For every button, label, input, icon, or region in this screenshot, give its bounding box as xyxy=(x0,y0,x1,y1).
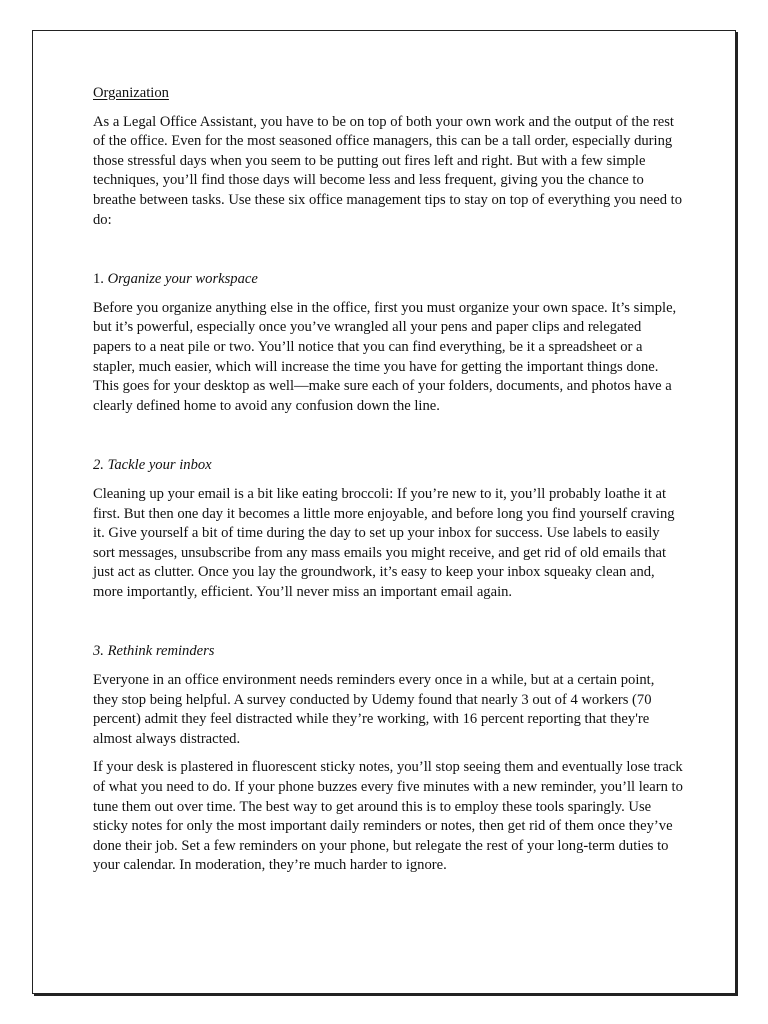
section-spacer xyxy=(93,239,683,270)
section-organize-workspace xyxy=(93,270,683,416)
section-tackle-inbox xyxy=(93,456,683,602)
section-number: 3. xyxy=(93,643,104,660)
document-title: Organization xyxy=(93,85,169,101)
section-number: 2. xyxy=(93,457,104,474)
section-title: Organize your workspace xyxy=(107,271,258,288)
intro-paragraph: As a Legal Office Assistant, you have to be on top of both your own work and the output of the rest of the office. Even for the most seasoned office managers, this can be a tall order, especially during those stressful days when you seem to be putting out fires left and right. But with a few simple techniques, you’ll find those days will become less and less frequent, giving you the chance to breathe between tasks. Use these six office management tips to stay on top of everything you need to do: xyxy=(93,113,682,228)
section-paragraph: If your desk is plastered in fluorescent sticky notes, you’ll stop seeing them and eventually lose track of what you need to do. If your phone buzzes every five minutes with a new reminder, you’ll learn to tune them out over time. The best way to get around this is to employ these tools sparingly. Use sticky notes for only the most important daily reminders or notes, then get rid of them once they’ve done their job. Set a few reminders on your phone, but relegate the rest of your long-term duties to your calendar. In moderation, they’re much harder to ignore. xyxy=(93,759,683,874)
section-paragraph: Cleaning up your email is a bit like eating broccoli: If you’re new to it, you’ll probably loathe it at first. But then one day it becomes a little more enjoyable, and before long you find yourself craving it. Give yourself a bit of time during the day to set up your inbox for success. Use labels to easily sort messages, unsubscribe from any mass emails you might receive, and get rid of old emails that just act as clutter. Once you lay the groundwork, it’s easy to keep your inbox squeaky clean and, more importantly, efficient. You’ll never miss an important email again. xyxy=(93,485,675,600)
section-title: Rethink reminders xyxy=(107,643,215,660)
section-title: Tackle your inbox xyxy=(107,457,212,474)
section-heading xyxy=(93,270,683,290)
section-spacer xyxy=(93,611,683,642)
section-paragraph: Before you organize anything else in the office, first you must organize your own space. It’s simple, but it’s powerful, especially once you’ve wrangled all your pens and paper clips and relegated papers to a neat pile or two. You’ll notice that you can find everything, be it a spreadsheet or a stapler, much easier, which will increase the time you have for getting the important things done. This goes for your desktop as well—make sure each of your folders, documents, and photos have a clearly defined home to avoid any confusion down the line. xyxy=(93,299,677,414)
section-paragraph: Everyone in an office environment needs reminders every once in a while, but at a certain point, they stop being helpful. A survey conducted by Udemy found that nearly 3 out of 4 workers (70 percent) admit they feel distracted while they’re working, with 16 percent reporting that they're almost always distracted. xyxy=(93,672,655,747)
section-heading xyxy=(93,456,683,476)
section-rethink-reminders xyxy=(93,642,683,876)
document-content xyxy=(93,84,683,885)
section-number: 1. xyxy=(93,271,104,288)
section-spacer xyxy=(93,425,683,456)
section-heading xyxy=(93,642,683,662)
